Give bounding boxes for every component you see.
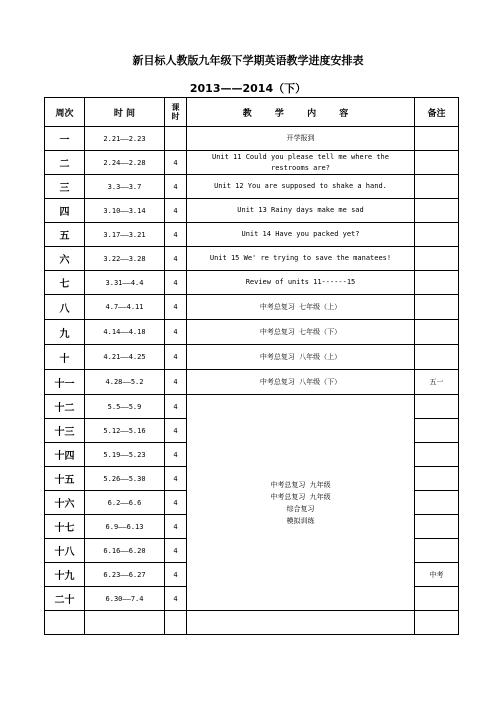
table-row (45, 320, 459, 345)
blank-cell (165, 611, 187, 635)
note-cell (415, 515, 459, 539)
date-cell: 6.2——6.6 (85, 491, 165, 515)
blank-cell (187, 611, 415, 635)
week-cell: 十 (45, 345, 85, 370)
table-header-row (45, 98, 459, 127)
hours-cell: 4 (165, 587, 187, 611)
week-cell: 十六 (45, 491, 85, 515)
note-cell (415, 419, 459, 443)
date-cell: 3.17——3.21 (85, 223, 165, 247)
week-cell: 六 (45, 247, 85, 271)
content-cell: Unit 15 We' re trying to save the manatees! (187, 247, 415, 271)
date-cell: 4.28——5.2 (85, 370, 165, 395)
date-cell: 2.24——2.28 (85, 151, 165, 175)
header-week: 周次 (45, 98, 85, 127)
note-cell: 中考 (415, 563, 459, 587)
blank-cell (415, 611, 459, 635)
header-content: 教 学 内 容 (187, 98, 415, 127)
hours-cell (165, 127, 187, 151)
hours-cell: 4 (165, 175, 187, 199)
hours-cell: 4 (165, 467, 187, 491)
date-cell: 5.12——5.16 (85, 419, 165, 443)
date-cell: 6.30——7.4 (85, 587, 165, 611)
week-cell: 八 (45, 295, 85, 320)
content-cell: Unit 13 Rainy days make me sad (187, 199, 415, 223)
note-cell (415, 395, 459, 419)
date-cell: 3.22——3.28 (85, 247, 165, 271)
table-row (45, 295, 459, 320)
week-cell: 十四 (45, 443, 85, 467)
note-cell (415, 271, 459, 295)
date-cell: 3.10——3.14 (85, 199, 165, 223)
hours-cell: 4 (165, 295, 187, 320)
week-cell: 九 (45, 320, 85, 345)
hours-cell: 4 (165, 320, 187, 345)
date-cell: 2.21——2.23 (85, 127, 165, 151)
date-cell: 6.16——6.20 (85, 539, 165, 563)
merged-content-cell (187, 395, 415, 611)
table-row (45, 151, 459, 175)
date-cell: 4.21——4.25 (85, 345, 165, 370)
note-cell (415, 443, 459, 467)
date-cell: 3.3——3.7 (85, 175, 165, 199)
note-cell (415, 175, 459, 199)
note-cell (415, 491, 459, 515)
hours-cell: 4 (165, 247, 187, 271)
note-cell (415, 467, 459, 491)
header-note: 备注 (415, 98, 459, 127)
date-cell: 6.9——6.13 (85, 515, 165, 539)
content-cell: 中考总复习 七年级（下） (187, 320, 415, 345)
week-cell: 三 (45, 175, 85, 199)
date-cell: 5.19——5.23 (85, 443, 165, 467)
week-cell: 二十 (45, 587, 85, 611)
hours-cell: 4 (165, 419, 187, 443)
note-cell (415, 587, 459, 611)
date-cell: 3.31——4.4 (85, 271, 165, 295)
blank-cell (85, 611, 165, 635)
date-cell: 5.26——5.30 (85, 467, 165, 491)
blank-cell (45, 611, 85, 635)
note-cell: 五一 (415, 370, 459, 395)
content-cell: Unit 14 Have you packed yet? (187, 223, 415, 247)
merged-line-1: 中考总复习 九年级 (270, 480, 331, 489)
blank-row (45, 611, 459, 635)
week-cell: 十八 (45, 539, 85, 563)
content-cell: Unit 12 You are supposed to shake a hand. (187, 175, 415, 199)
table-row (45, 127, 459, 151)
hours-cell: 4 (165, 443, 187, 467)
date-cell: 5.5——5.9 (85, 395, 165, 419)
table-row (45, 175, 459, 199)
table-row (45, 345, 459, 370)
hours-cell: 4 (165, 345, 187, 370)
content-cell: 开学报到 (187, 127, 415, 151)
content-cell: Review of units 11------15 (187, 271, 415, 295)
hours-cell: 4 (165, 271, 187, 295)
hours-cell: 4 (165, 539, 187, 563)
week-cell: 四 (45, 199, 85, 223)
week-cell: 一 (45, 127, 85, 151)
date-cell: 6.23——6.27 (85, 563, 165, 587)
week-cell: 十九 (45, 563, 85, 587)
week-cell: 十三 (45, 419, 85, 443)
note-cell (415, 223, 459, 247)
header-time: 时 间 (85, 98, 165, 127)
date-cell: 4.14——4.18 (85, 320, 165, 345)
table-row (45, 271, 459, 295)
hours-cell: 4 (165, 370, 187, 395)
week-cell: 十七 (45, 515, 85, 539)
note-cell (415, 247, 459, 271)
hours-cell: 4 (165, 199, 187, 223)
content-cell: Unit 11 Could you please tell me where the restrooms are? (187, 151, 415, 175)
hours-cell: 4 (165, 223, 187, 247)
hours-cell: 4 (165, 563, 187, 587)
note-cell (415, 345, 459, 370)
note-cell (415, 320, 459, 345)
merged-line-4: 模拟训练 (286, 516, 315, 525)
week-cell: 七 (45, 271, 85, 295)
note-cell (415, 295, 459, 320)
note-cell (415, 151, 459, 175)
table-row (45, 199, 459, 223)
content-cell: 中考总复习 七年级（上） (187, 295, 415, 320)
merged-line-3: 综合复习 (286, 504, 315, 513)
header-hours: 课时 (165, 98, 187, 127)
date-cell: 4.7——4.11 (85, 295, 165, 320)
content-cell: 中考总复习 八年级（上） (187, 345, 415, 370)
hours-cell: 4 (165, 491, 187, 515)
merged-line-2: 中考总复习 九年级 (270, 492, 331, 501)
note-cell (415, 127, 459, 151)
page-subtitle: 2013——2014（下） (189, 82, 307, 95)
table-row (45, 223, 459, 247)
table-row (45, 247, 459, 271)
week-cell: 五 (45, 223, 85, 247)
schedule-table (44, 97, 459, 635)
note-cell (415, 539, 459, 563)
week-cell: 二 (45, 151, 85, 175)
table-row (45, 370, 459, 395)
hours-cell: 4 (165, 515, 187, 539)
hours-cell: 4 (165, 395, 187, 419)
week-cell: 十二 (45, 395, 85, 419)
hours-cell: 4 (165, 151, 187, 175)
page-title: 新目标人教版九年级下学期英语教学进度安排表 (132, 54, 364, 67)
content-cell: 中考总复习 八年级（下） (187, 370, 415, 395)
table-row (45, 395, 459, 419)
week-cell: 十五 (45, 467, 85, 491)
note-cell (415, 199, 459, 223)
week-cell: 十一 (45, 370, 85, 395)
